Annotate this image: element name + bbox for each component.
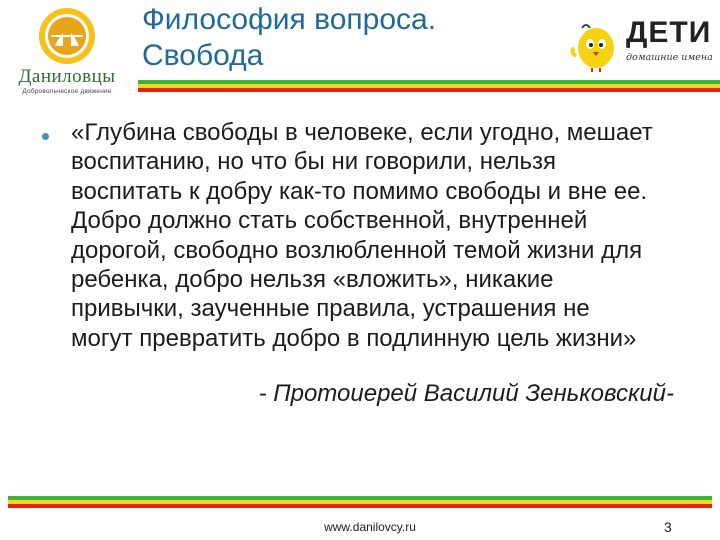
quote-line: дорогой, свободно возлюбленной темой жизни для: [71, 236, 643, 264]
footer-url: www.danilovcy.ru: [324, 520, 416, 534]
quote-line: воспитать к добру как-то помимо свободы и вне ее.: [71, 177, 648, 205]
quote-line: воспитанию, но что бы ни говорили, нельзя: [71, 148, 557, 176]
quote-line: привычки, заученные правила, устрашения не: [71, 295, 590, 323]
stripe-red: [8, 504, 712, 508]
danilovcy-brand: Даниловцы: [18, 66, 116, 87]
stripe-red: [138, 88, 720, 92]
page-number: 3: [664, 519, 672, 535]
quote-line: Добро должно стать собственной, внутренней: [71, 207, 588, 235]
footer-stripes: [8, 496, 712, 508]
deti-logo: [570, 14, 720, 76]
header-stripes: [138, 80, 720, 92]
quote-text: [71, 118, 691, 353]
deti-subtitle: домашние имена: [626, 52, 713, 63]
deti-brand: ДЕТИ: [626, 16, 712, 49]
danilovcy-emblem-icon: [37, 6, 97, 66]
slide-title: [142, 2, 562, 74]
danilovcy-logo: [4, 6, 130, 98]
quote-line: «Глубина свободы в человеке, если угодно, мешает: [71, 119, 653, 146]
bullet-dot: [42, 133, 49, 140]
danilovcy-subtitle: Добровольческое движение: [22, 88, 112, 95]
quote-line: могут превратить добро в подлинную цель жизни»: [71, 324, 637, 352]
quote-line: ребенка, добро нельзя «вложить», никакие: [71, 266, 554, 294]
title-line-1: Философия вопроса.: [142, 3, 437, 36]
quote-author: - Протоиерей Василий Зеньковский-: [258, 380, 674, 407]
title-line-2: Свобода: [142, 39, 264, 72]
chick-mascot-icon: [570, 14, 622, 74]
